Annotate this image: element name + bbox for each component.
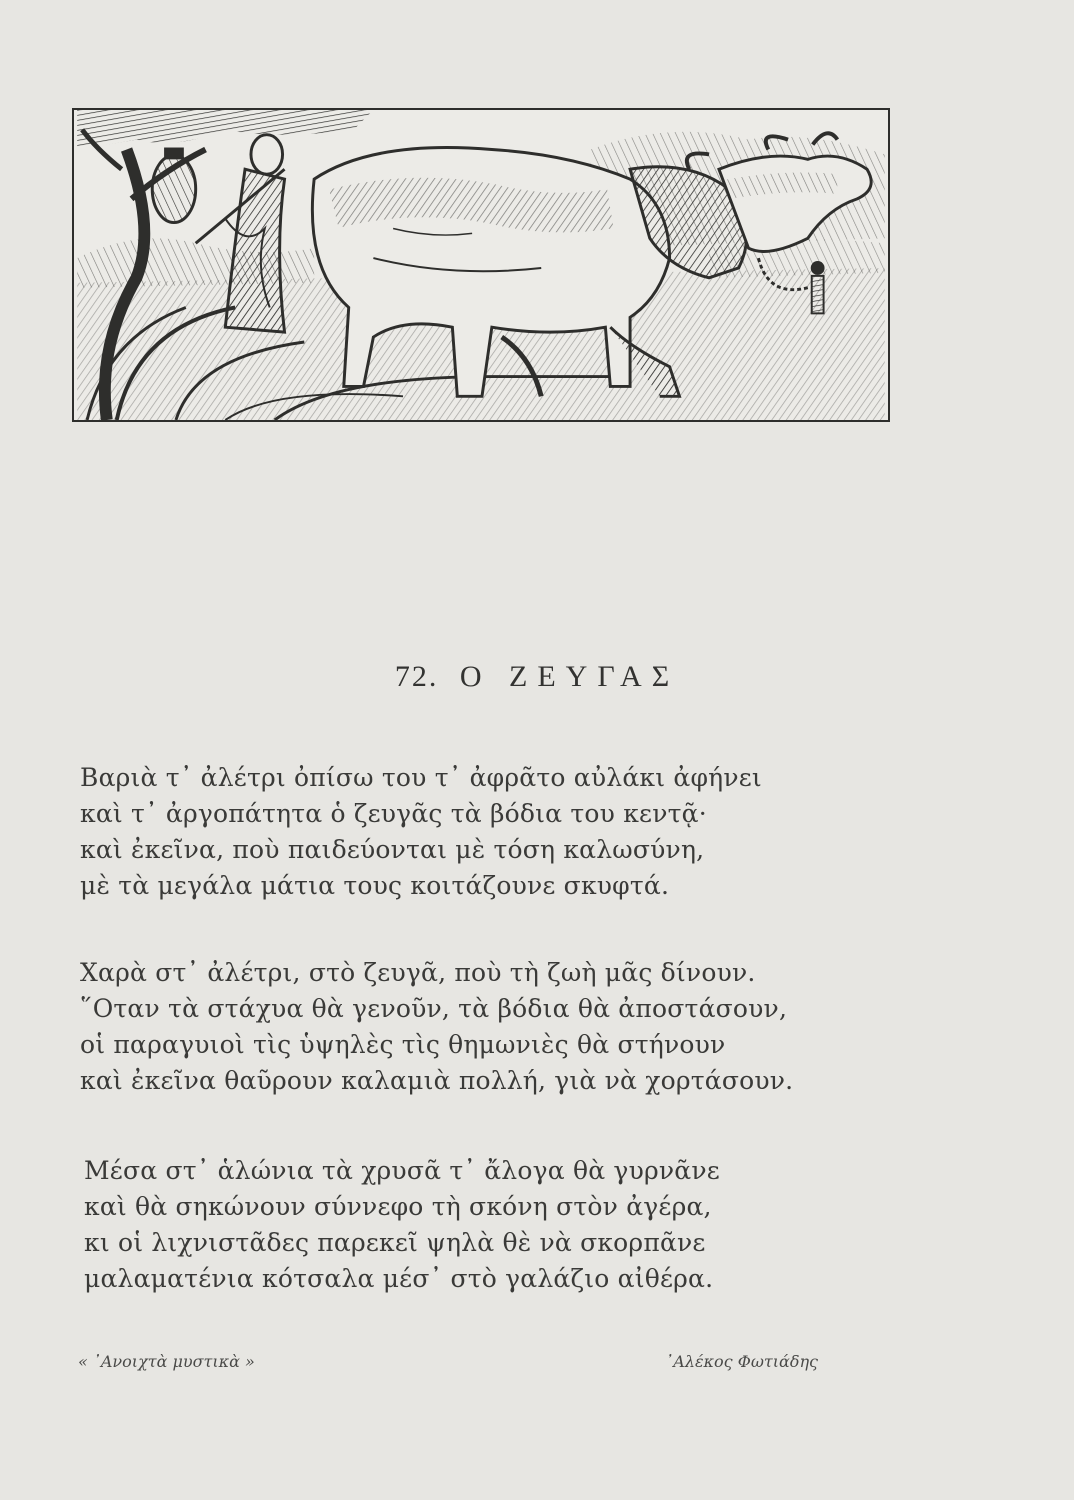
page-title <box>0 660 1074 694</box>
stanza-1 <box>80 760 980 904</box>
verse-line: οἱ παραγυιοὶ τὶς ὑψηλὲς τὶς θημωνιὲς θὰ στήνουν <box>80 1030 726 1059</box>
poem-title: Ο ΖΕΥΓΑΣ <box>459 660 680 693</box>
verse-line: καὶ ἐκεῖνα θαῦρουν καλαμιὰ πολλή, γιὰ νὰ χορτάσουν. <box>80 1066 794 1095</box>
verse-line: Μέσα στ᾽ ἁλώνια τὰ χρυσᾶ τ᾽ ἄλογα θὰ γυρνᾶνε <box>84 1156 720 1185</box>
verse-line: ῞Οταν τὰ στάχυα θὰ γενοῦν, τὰ βόδια θὰ ἀποστάσουν, <box>80 994 788 1023</box>
poem-number: 72. <box>394 660 439 693</box>
verse-line: Χαρὰ στ᾽ ἀλέτρι, στὸ ζευγᾶ, ποὺ τὴ ζωὴ μᾶς δίνουν. <box>80 958 756 987</box>
verse-line: Βαριὰ τ᾽ ἀλέτρι ὀπίσω του τ᾽ ἀφρᾶτο αὐλάκι ἀφήνει <box>80 763 762 792</box>
verse-line: καὶ τ᾽ ἀργοπάτητα ὁ ζευγᾶς τὰ βόδια του κεντᾷ· <box>80 799 707 828</box>
verse-line: κι οἱ λιχνιστᾶδες παρεκεῖ ψηλὰ θὲ νὰ σκορπᾶνε <box>84 1228 706 1257</box>
stanza-2 <box>80 955 980 1099</box>
verse-line: καὶ ἐκεῖνα, ποὺ παιδεύονται μὲ τόση καλωσύνη, <box>80 835 705 864</box>
source-title: « ᾿Ανοιχτὰ μυστικὰ » <box>78 1352 255 1371</box>
stanza-3 <box>84 1153 984 1297</box>
verse-line: καὶ θὰ σηκώνουν σύννεφο τὴ σκόνη στὸν ἀγέρα, <box>84 1192 712 1221</box>
verse-line: μαλαματένια κότσαλα μέσ᾽ στὸ γαλάζιο αἰθέρα. <box>84 1264 714 1293</box>
woodcut-illustration <box>72 108 890 422</box>
verse-line: μὲ τὰ μεγάλα μάτια τους κοιτάζουνε σκυφτά. <box>80 871 670 900</box>
woodcut-oxen-plough-icon <box>74 110 888 420</box>
author-name: ᾿Αλέκος Φωτιάδης <box>665 1352 818 1371</box>
